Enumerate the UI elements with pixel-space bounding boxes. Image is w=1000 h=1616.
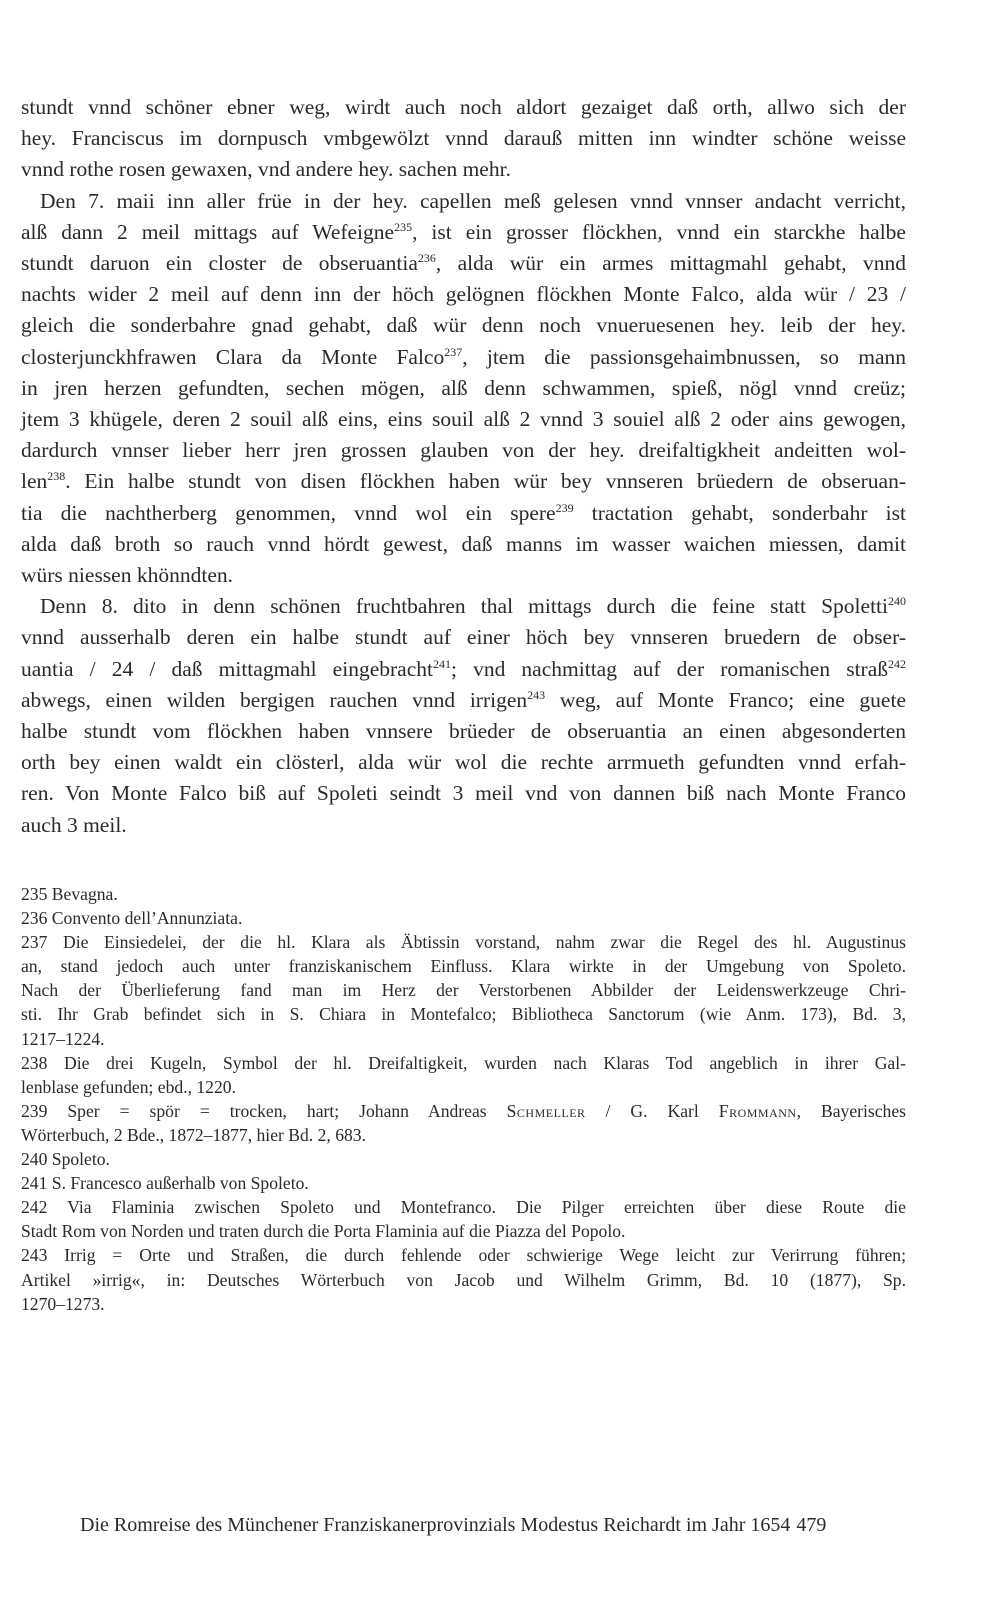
paragraph	[21, 186, 906, 592]
text-line: in jren herzen gefundten, sechen mögen, alß denn schwammen, spieß, nögl vnnd creüz;	[21, 375, 906, 400]
footnote-line: 235 Bevagna.	[21, 884, 118, 904]
main-text	[21, 92, 906, 841]
text-line: halbe stundt vom flöckhen haben vnnsere brüeder de obseruantia an einen abgesonderten	[21, 719, 906, 744]
text-segment: , alda wür ein armes mittagmahl gehabt, vnnd	[435, 251, 906, 276]
text-segment: Denn 8. dito in denn schönen fruchtbahren thal mittags durch die feine statt Spoletti	[40, 594, 888, 619]
text-line	[21, 466, 906, 497]
paragraph	[21, 92, 906, 186]
paragraph	[21, 591, 906, 841]
text-line	[21, 217, 906, 248]
footnote-line: Nach der Überlieferung fand man im Herz der Verstorbenen Abbilder der Leidenswerkzeuge Chri-	[21, 980, 906, 1001]
footnote-line: 242 Via Flaminia zwischen Spoleto und Montefranco. Die Pilger erreichten über diese Route die	[21, 1197, 906, 1218]
footnote-line: 240 Spoleto.	[21, 1149, 110, 1170]
footnote-ref: 236	[417, 250, 436, 265]
footnote-ref: 242	[888, 656, 906, 671]
page-number: 479	[796, 1514, 827, 1536]
text-segment: 239 Sper = spör = trocken, hart; Johann Andreas	[21, 1100, 507, 1121]
text-line	[21, 498, 906, 529]
text-line: jtem 3 khügele, deren 2 souil alß eins, eins souil alß 2 vnnd 3 souiel alß 2 oder ains gewogen,	[21, 407, 906, 432]
text-segment: alß dann 2 meil mittags auf Wefeigne	[21, 219, 395, 244]
footnote-ref: 237	[444, 344, 463, 359]
footnote-line: 243 Irrig = Orte und Straßen, die durch fehlende oder schwierige Wege leicht zur Verirrung führen;	[21, 1245, 906, 1266]
text-segment: len	[21, 469, 48, 494]
text-line: orth bey einen waldt ein clösterl, alda wür wol die rechte arrmueth gefundten vnnd erfah-	[21, 750, 906, 775]
text-line	[21, 342, 906, 373]
text-line: auch 3 meil.	[21, 812, 127, 837]
footnote-ref: 235	[394, 219, 413, 234]
text-segment: tractation gehabt, sonderbahr ist	[573, 500, 906, 525]
text-line: dardurch vnnser lieber herr jren grossen glauben von der hey. dreifaltigkheit andeitten wol-	[21, 438, 906, 463]
page-footer	[80, 1512, 906, 1538]
footnote-line: 1270–1273.	[21, 1293, 105, 1314]
text-segment: weg, auf Monte Franco; eine guete	[545, 687, 906, 712]
footnote-line: sti. Ihr Grab befindet sich in S. Chiara in Montefalco; Bibliotheca Sanctorum (wie Anm. 173), Bd. 3,	[21, 1004, 906, 1025]
text-line: vnnd rothe rosen gewaxen, vnd andere hey. sachen mehr.	[21, 157, 511, 182]
text-segment: . Ein halbe stundt von disen flöckhen haben wür bey vnnseren brüedern de obseruan-	[65, 469, 906, 494]
footnote-line: an, stand jedoch auch unter franziskanischem Einfluss. Klara wirkte in der Umgebung von Spoleto.	[21, 956, 906, 977]
footnote-ref: 241	[432, 656, 451, 671]
author-name: Frommann	[718, 1100, 797, 1121]
text-line: hey. Franciscus im dornpusch vmbgewölzt vnnd darauß mitten inn windter schöne weisse	[21, 126, 906, 151]
footnote-ref: 240	[888, 594, 906, 609]
footnote-line: Wörterbuch, 2 Bde., 1872–1877, hier Bd. 2, 683.	[21, 1124, 366, 1145]
text-segment: , Bayerisches	[796, 1100, 906, 1121]
footnote-ref: 243	[527, 687, 546, 702]
text-line	[21, 685, 906, 716]
footnote-line: 237 Die Einsiedelei, der die hl. Klara als Äbtissin vorstand, nahm zwar die Regel des hl. Augustinus	[21, 932, 906, 953]
text-line: stundt vnnd schöner ebner weg, wirdt auch noch aldort gezaiget daß orth, allwo sich der	[21, 95, 906, 119]
text-segment: closterjunckhfrawen Clara da Monte Falco	[21, 344, 445, 369]
text-line	[21, 591, 906, 622]
text-segment: ; vnd nachmittag auf der romanischen straß	[450, 656, 888, 681]
text-line: ren. Von Monte Falco biß auf Spoleti seindt 3 meil vnd von dannen biß nach Monte Franco	[21, 781, 906, 806]
running-title: Die Romreise des Münchener Franziskanerprovinzials Modestus Reichardt im Jahr 1654	[80, 1514, 791, 1536]
footnote-ref: 238	[47, 469, 66, 484]
footnotes	[21, 882, 906, 1316]
text-line: gleich die sonderbahre gnad gehabt, daß wür denn noch vnueruesenen hey. leib der hey.	[21, 313, 906, 338]
footnote-line: Stadt Rom von Norden und traten durch die Porta Flaminia auf die Piazza del Popolo.	[21, 1221, 626, 1242]
text-line: alda daß broth so rauch vnnd hördt gewest, daß manns im wasser waichen miessen, damit	[21, 531, 906, 556]
text-segment: , ist ein grosser flöckhen, vnnd ein starckhe halbe	[412, 219, 906, 244]
footnote-line: 1217–1224.	[21, 1028, 105, 1049]
text-segment: , jtem die passionsgehaimbnussen, so mann	[462, 344, 906, 369]
footnote-ref: 239	[555, 500, 574, 515]
text-line: vnnd ausserhalb deren ein halbe stundt auf einer höch bey vnnseren bruedern de obser-	[21, 625, 906, 650]
text-line	[21, 248, 906, 279]
footnote-line: 236 Convento dell’Annunziata.	[21, 908, 243, 929]
text-line: Den 7. maii inn aller früe in der hey. capellen meß gelesen vnnd vnnser andacht verricht,	[40, 188, 906, 213]
text-line: nachts wider 2 meil auf denn inn der höch gelögnen flöckhen Monte Falco, alda wür / 23 /	[21, 282, 906, 307]
text-segment: tia die nachtherberg genommen, vnnd wol ein spere	[21, 500, 556, 525]
author-name: Schmeller	[506, 1100, 586, 1121]
text-line	[21, 654, 906, 685]
footnote-line: 241 S. Francesco außerhalb von Spoleto.	[21, 1173, 309, 1194]
footnote-line: 238 Die drei Kugeln, Symbol der hl. Dreifaltigkeit, wurden nach Klaras Tod angeblich in ihrer Gal-	[21, 1052, 906, 1073]
text-segment: uantia / 24 / daß mittagmahl eingebracht	[21, 656, 433, 681]
footnote-line: lenblase gefunden; ebd., 1220.	[21, 1076, 236, 1097]
footnote-line: Artikel »irrig«, in: Deutsches Wörterbuch von Jacob und Wilhelm Grimm, Bd. 10 (1877), Sp.	[21, 1269, 906, 1290]
text-segment: / G. Karl	[585, 1100, 719, 1121]
text-segment: abwegs, einen wilden bergigen rauchen vnnd irrigen	[21, 687, 528, 712]
text-segment: stundt daruon ein closter de obseruantia	[21, 251, 418, 276]
text-line: würs niessen khönndten.	[21, 563, 233, 588]
footnote-line	[21, 1099, 906, 1123]
